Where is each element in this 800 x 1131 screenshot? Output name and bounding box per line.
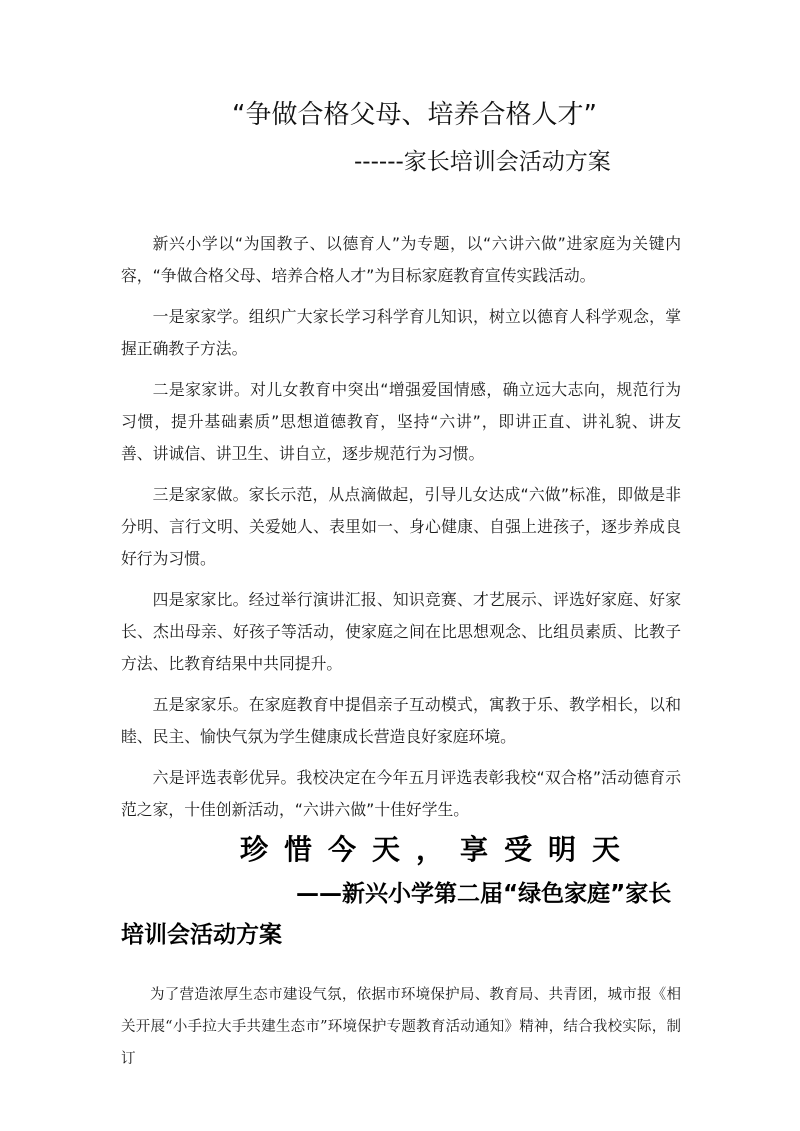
paragraph-do: 三是家家做。家长示范，从点滴做起，引导儿女达成“六做”标准，即做是非分明、言行文明、关爱她人、表里如一、身心健康、自强上进孩子，逐步养成良好行为习惯。 [121,485,681,568]
paragraph-intro: 新兴小学以“为国教子、以德育人”为专题，以“六讲六做”进家庭为关键内容，“争做合格父母、培养合格人才”为目标家庭教育宣传实践活动。 [121,234,681,285]
paragraph-speak: 二是家家讲。对儿女教育中突出“增强爱国情感，确立远大志向，规范行为习惯，提升基础素质”思想道德教育，坚持“六讲”，即讲正直、讲礼貌、讲友善、讲诚信、讲卫生、讲自立，逐步规范行为习惯。 [121,380,681,463]
paragraph-joy: 五是家家乐。在家庭教育中提倡亲子互动模式，寓教于乐、教学相长，以和睦、民主、愉快气氛为学生健康成长营造良好家庭环境。 [121,695,681,746]
paragraph-compare: 四是家家比。经过举行演讲汇报、知识竞赛、才艺展示、评选好家庭、好家长、杰出母亲、好孩子等活动，使家庭之间在比思想观念、比组员素质、比教子方法、比教育结果中共同提升。 [121,590,681,673]
section2-paragraph: 为了营造浓厚生态市建设气氛，依据市环境保护局、教育局、共青团，城市报《相关开展“小手拉大手共建生态市”环境保护专题教育活动通知》精神，结合我校实际，制订 [121,987,681,1067]
section2-subtitle-line2: 培训会活动方案 [121,922,282,948]
section1-subtitle: ------家长培训会活动方案 [354,149,611,175]
section2-subtitle-line1: ——新兴小学第二届“绿色家庭”家长 [296,881,672,907]
section1-title: “争做合格父母、培养合格人才” [232,100,597,130]
section1-body [121,228,681,835]
paragraph-award: 六是评选表彰优异。我校决定在今年五月评选表彰我校“双合格”活动德育示范之家，十佳创新活动，“六讲六做”十佳好学生。 [121,768,681,819]
section2-body [121,979,681,1075]
paragraph-learn: 一是家家学。组织广大家长学习科学育儿知识，树立以德育人科学观念，掌握正确教子方法。 [121,307,681,358]
section2-title: 珍惜今天，享受明天 [240,833,637,866]
